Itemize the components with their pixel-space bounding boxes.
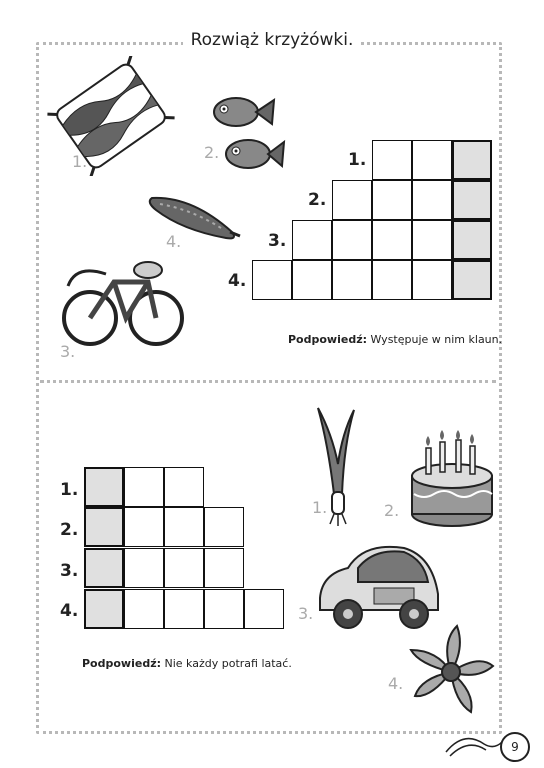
car-icon — [314, 538, 444, 634]
bicycle-icon — [56, 246, 190, 354]
crossword-cell-solution[interactable] — [84, 589, 124, 629]
crossword-cell[interactable] — [412, 140, 452, 180]
crossword-cell[interactable] — [332, 260, 372, 300]
crossword-cell[interactable] — [412, 220, 452, 260]
crossword-2-row-label: 4. — [60, 601, 79, 621]
picture-label: 3. — [298, 604, 314, 623]
hint-text: Występuje w nim klaun. — [370, 333, 503, 346]
crossword-cell[interactable] — [372, 140, 412, 180]
crossword-cell-solution[interactable] — [452, 260, 492, 300]
crossword-cell[interactable] — [124, 467, 164, 507]
crossword-cell[interactable] — [204, 548, 244, 588]
crossword-cell[interactable] — [164, 589, 204, 629]
hint-label: Podpowiedź: — [82, 657, 161, 670]
crossword-cell[interactable] — [164, 507, 204, 547]
crossword-cell[interactable] — [204, 589, 244, 629]
page-number: 9 — [500, 732, 530, 762]
crossword-1-row-label: 1. — [348, 150, 367, 170]
crossword-cell[interactable] — [292, 260, 332, 300]
picture-label: 1. — [312, 498, 328, 517]
picture-label: 2. — [204, 143, 220, 162]
crossword-cell-solution[interactable] — [452, 220, 492, 260]
flower-icon — [406, 622, 496, 716]
hint-label: Podpowiedź: — [288, 333, 367, 346]
crossword-2-hint — [82, 657, 292, 670]
picture-label: 4. — [388, 674, 404, 693]
crossword-cell-solution[interactable] — [84, 467, 124, 507]
crossword-cell[interactable] — [164, 548, 204, 588]
crossword-cell[interactable] — [124, 507, 164, 547]
crossword-1-row-label: 2. — [308, 190, 327, 210]
crossword-cell[interactable] — [164, 467, 204, 507]
crossword-cell[interactable] — [372, 220, 412, 260]
crossword-cell-solution[interactable] — [84, 548, 124, 588]
picture-label: 2. — [384, 501, 400, 520]
crossword-cell-solution[interactable] — [84, 507, 124, 547]
crossword-2-row-label: 1. — [60, 480, 79, 500]
crossword-2-row-label: 2. — [60, 520, 79, 540]
fish-icon — [206, 92, 286, 192]
picture-label: 3. — [60, 342, 76, 361]
swirl-decoration-icon — [444, 726, 504, 762]
hint-text: Nie każdy potrafi latać. — [164, 657, 292, 670]
crossword-1-row-label: 4. — [228, 271, 247, 291]
cake-icon — [404, 430, 496, 530]
cucumber-icon — [142, 186, 248, 246]
crossword-cell[interactable] — [292, 220, 332, 260]
crossword-cell[interactable] — [244, 589, 284, 629]
crossword-cell-solution[interactable] — [452, 140, 492, 180]
pillow-icon — [46, 56, 176, 176]
crossword-cell[interactable] — [412, 180, 452, 220]
picture-label: 4. — [166, 232, 182, 251]
crossword-cell-solution[interactable] — [452, 180, 492, 220]
crossword-cell[interactable] — [124, 548, 164, 588]
crossword-cell[interactable] — [124, 589, 164, 629]
crossword-cell[interactable] — [332, 180, 372, 220]
crossword-cell[interactable] — [204, 507, 244, 547]
section-divider — [40, 380, 496, 383]
crossword-cell[interactable] — [412, 260, 452, 300]
crossword-cell[interactable] — [252, 260, 292, 300]
crossword-1-row-label: 3. — [268, 231, 287, 251]
crossword-cell[interactable] — [372, 260, 412, 300]
crossword-cell[interactable] — [332, 220, 372, 260]
page-title: Rozwiąż krzyżówki. — [0, 30, 544, 50]
crossword-1-hint — [288, 333, 502, 346]
picture-label: 1. — [72, 152, 88, 171]
crossword-cell[interactable] — [372, 180, 412, 220]
crossword-2-row-label: 3. — [60, 561, 79, 581]
